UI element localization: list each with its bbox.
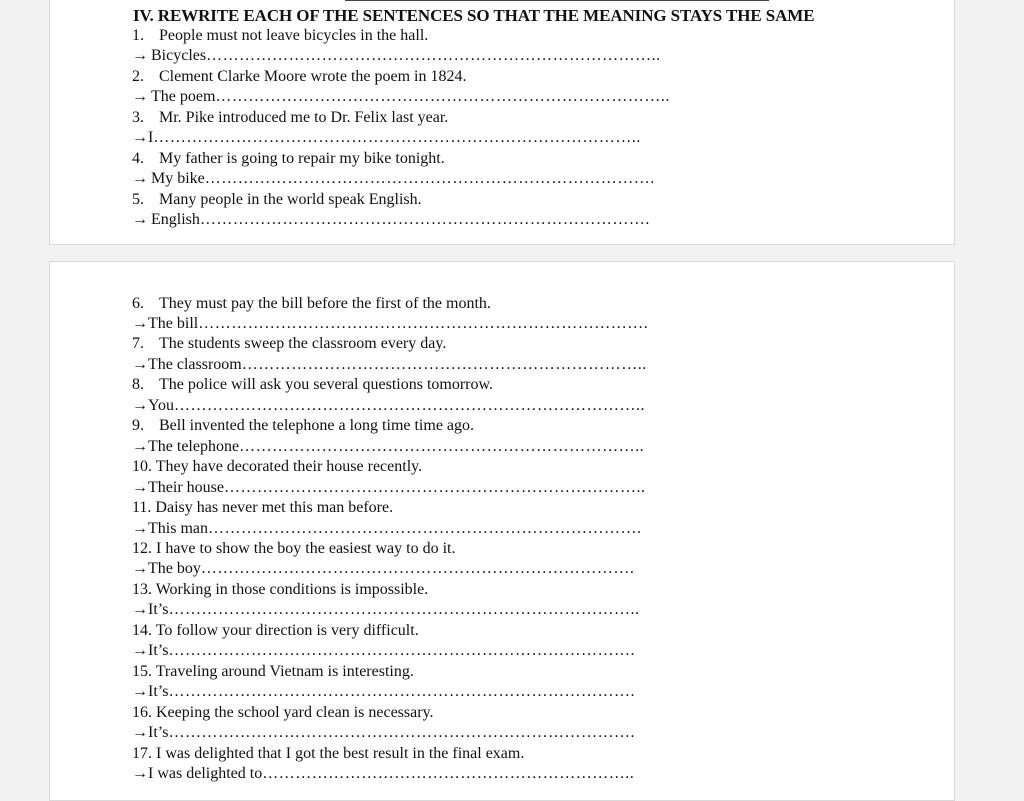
item-sentence <box>132 457 422 477</box>
answer-blank[interactable]: …………………………………………………………………………. <box>168 683 635 700</box>
answer-blank[interactable]: ………………………………………………………………………. <box>199 211 650 228</box>
exercise-heading: IV. REWRITE EACH OF THE SENTENCES SO THAT THE MEANING STAYS THE SAME <box>133 6 815 25</box>
item-sentence <box>132 539 456 559</box>
answer-line <box>132 437 644 457</box>
answer-prompt: It’s <box>148 724 169 741</box>
item-number: 3. <box>132 109 144 126</box>
answer-line <box>132 682 635 702</box>
answer-prompt: Their house <box>148 479 224 496</box>
answer-line <box>132 641 635 661</box>
answer-blank[interactable]: ………………………………………………………………………….. <box>173 397 645 414</box>
item-sentence <box>132 416 474 436</box>
arrow-icon: → <box>132 683 148 700</box>
answer-blank[interactable]: ………………………………………………………….. <box>262 765 635 782</box>
item-number: 17. <box>132 745 152 762</box>
item-number: 9. <box>132 417 144 434</box>
sentence-text: Working in those conditions is impossible. <box>155 581 429 598</box>
arrow-icon: → <box>132 356 148 373</box>
item-sentence <box>132 703 434 723</box>
arrow-icon: → <box>132 397 148 414</box>
item-number: 4. <box>132 150 144 167</box>
answer-blank[interactable]: …………………………………………………………………………….. <box>153 129 641 146</box>
answer-line <box>132 210 650 230</box>
item-number: 15. <box>132 663 152 680</box>
answer-blank[interactable]: ………………………………………………………………….. <box>223 479 646 496</box>
item-number: 5. <box>132 191 144 208</box>
arrow-icon: → <box>132 315 148 332</box>
item-number: 1. <box>132 27 144 44</box>
sentence-text: My father is going to repair my bike tonight. <box>159 150 445 167</box>
answer-prompt: The telephone <box>148 438 240 455</box>
answer-prompt: I <box>148 129 154 146</box>
answer-blank[interactable]: ……………………………………………………………….. <box>239 438 645 455</box>
item-sentence <box>132 621 419 641</box>
sentence-text: Clement Clarke Moore wrote the poem in 1824. <box>159 68 467 85</box>
answer-prompt: My bike <box>151 170 205 187</box>
item-sentence <box>132 744 524 764</box>
item-sentence <box>132 294 491 314</box>
item-number: 6. <box>132 295 144 312</box>
answer-line <box>132 519 642 539</box>
sentence-text: They must pay the bill before the first of the month. <box>159 295 491 312</box>
sentence-text: Mr. Pike introduced me to Dr. Felix last year. <box>159 109 449 126</box>
answer-prompt: It’s <box>148 683 169 700</box>
sentence-text: The police will ask you several questions tomorrow. <box>159 376 493 393</box>
answer-line <box>132 478 645 498</box>
item-sentence <box>132 580 428 600</box>
answer-prompt: English <box>151 211 200 228</box>
sentence-text: I was delighted that I got the best result in the final exam. <box>156 745 525 762</box>
item-sentence <box>132 26 428 46</box>
top-rule <box>345 0 769 1</box>
arrow-icon: → <box>132 129 148 146</box>
arrow-icon: → <box>132 479 148 496</box>
answer-line <box>132 559 634 579</box>
answer-blank[interactable]: ………………………………………………………………………. <box>198 315 649 332</box>
answer-blank[interactable]: …………………………………………………………………………. <box>168 724 635 741</box>
arrow-icon: → <box>132 642 148 659</box>
answer-blank[interactable]: ………………………………………………………………………….. <box>168 601 640 618</box>
answer-prompt: The poem <box>151 88 216 105</box>
answer-prompt: This man <box>148 520 208 537</box>
document-page-2 <box>49 261 955 801</box>
answer-line <box>132 600 639 620</box>
item-number: 13. <box>132 581 152 598</box>
answer-line <box>132 128 641 148</box>
answer-prompt: The classroom <box>148 356 242 373</box>
answer-prompt: Bicycles <box>151 47 207 64</box>
arrow-icon: → <box>132 520 148 537</box>
arrow-icon: → <box>132 438 148 455</box>
item-number: 12. <box>132 540 152 557</box>
answer-blank[interactable]: ………………………………………………………………………. <box>204 170 655 187</box>
item-sentence <box>132 334 446 354</box>
item-number: 10. <box>132 458 152 475</box>
document-page-1 <box>49 0 955 245</box>
sentence-text: Keeping the school yard clean is necessary. <box>156 704 434 721</box>
arrow-icon: → <box>132 724 148 741</box>
answer-prompt: It’s <box>148 601 169 618</box>
item-sentence <box>132 149 445 169</box>
answer-line <box>132 87 670 107</box>
answer-line <box>132 46 661 66</box>
item-number: 7. <box>132 335 144 352</box>
answer-line <box>132 723 635 743</box>
answer-line <box>132 396 645 416</box>
answer-line <box>132 355 647 375</box>
arrow-icon: → <box>132 560 148 577</box>
arrow-icon: → <box>132 211 148 228</box>
sentence-text: They have decorated their house recently. <box>155 458 423 475</box>
answer-line <box>132 764 634 784</box>
item-number: 8. <box>132 376 144 393</box>
sentence-text: Many people in the world speak English. <box>159 191 422 208</box>
item-number: 11. <box>132 499 152 516</box>
sentence-text: Daisy has never met this man before. <box>155 499 394 516</box>
answer-blank[interactable]: …………………………………………………………………………. <box>168 642 635 659</box>
sentence-text: The students sweep the classroom every day. <box>159 335 447 352</box>
sentence-text: To follow your direction is very difficult. <box>155 622 419 639</box>
answer-line <box>132 169 655 189</box>
answer-line <box>132 314 648 334</box>
item-sentence <box>132 375 493 395</box>
item-number: 2. <box>132 68 144 85</box>
item-number: 16. <box>132 704 152 721</box>
sentence-text: Traveling around Vietnam is interesting. <box>155 663 414 680</box>
sentence-text: I have to show the boy the easiest way to do it. <box>156 540 456 557</box>
answer-blank[interactable]: ……………………………………………………………………. <box>208 520 642 537</box>
answer-prompt: It’s <box>148 642 169 659</box>
arrow-icon: → <box>132 88 148 105</box>
answer-blank[interactable]: ……………………………………………………………………. <box>200 560 635 577</box>
answer-blank[interactable]: ……………………………………………………………………….. <box>206 47 661 64</box>
item-sentence <box>132 108 448 128</box>
item-sentence <box>132 498 393 518</box>
answer-blank[interactable]: ……………………………………………………………….. <box>241 356 647 373</box>
answer-prompt: You <box>148 397 174 414</box>
arrow-icon: → <box>132 170 148 187</box>
sentence-text: Bell invented the telephone a long time time ago. <box>159 417 475 434</box>
answer-prompt: I was delighted to <box>148 765 263 782</box>
item-sentence <box>132 67 466 87</box>
arrow-icon: → <box>132 601 148 618</box>
sentence-text: People must not leave bicycles in the hall. <box>159 27 429 44</box>
item-sentence <box>132 190 422 210</box>
arrow-icon: → <box>132 765 148 782</box>
answer-prompt: The boy <box>148 560 201 577</box>
item-number: 14. <box>132 622 152 639</box>
answer-blank[interactable]: ……………………………………………………………………….. <box>215 88 670 105</box>
answer-prompt: The bill <box>148 315 199 332</box>
item-sentence <box>132 662 414 682</box>
arrow-icon: → <box>132 47 148 64</box>
